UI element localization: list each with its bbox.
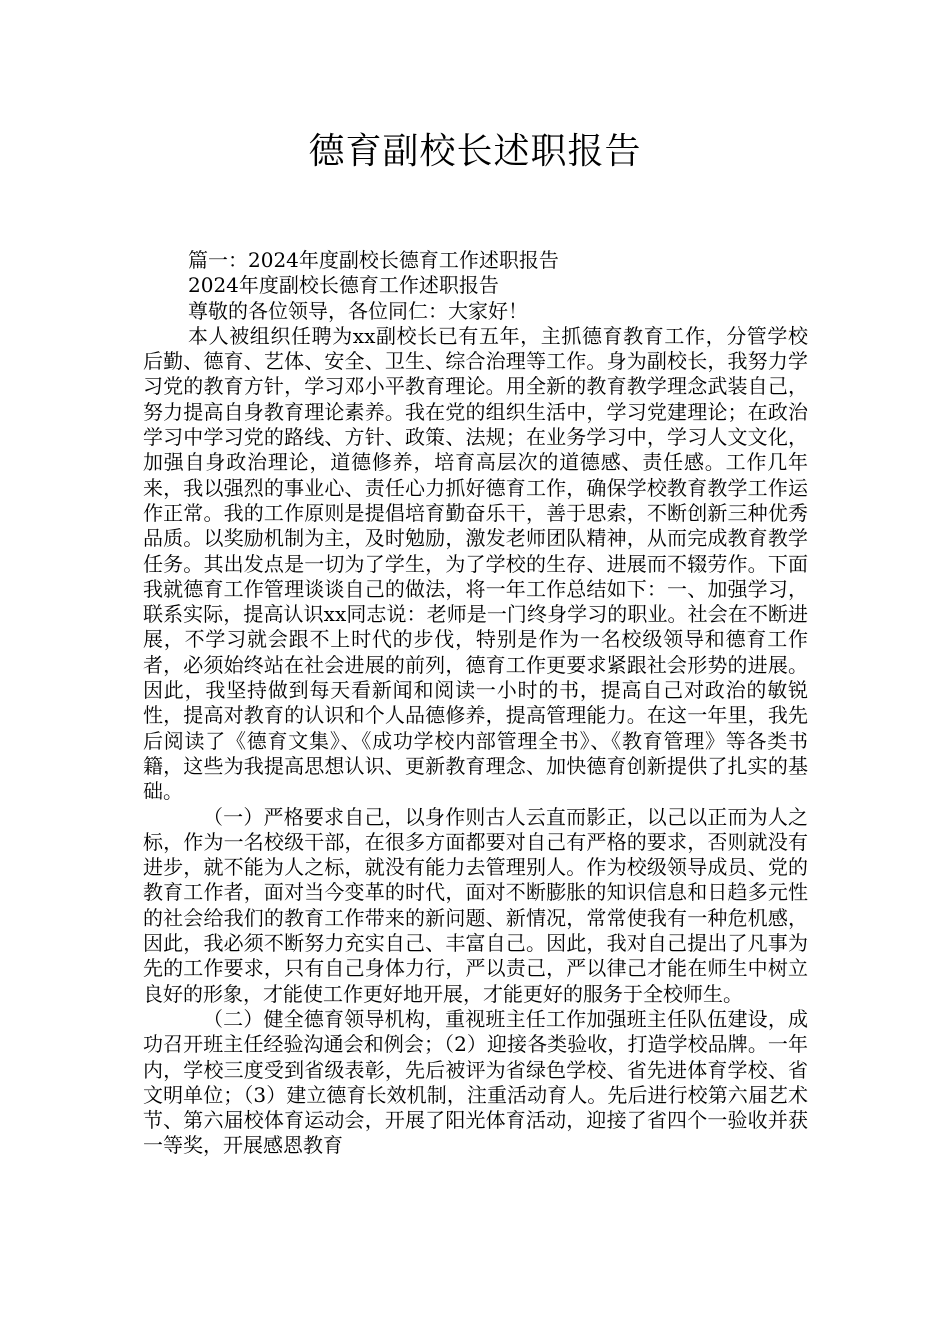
paragraph: （二）健全德育领导机构，重视班主任工作加强班主任队伍建设，成功召开班主任经验沟通会和例会；（2）迎接各类验收，打造学校品牌。一年内，学校三度受到省级表彰，先后被评为省绿色学校、省先进体育学校、省文明单位；（3）建立德育长效机制，注重活动育人。先后进行校第六届艺术节、第六届校体育运动会，开展了阳光体育活动，迎接了省四个一验收并获一等奖，开展感恩教育 [143, 1006, 808, 1158]
paragraph: 2024年度副校长德育工作述职报告 [188, 273, 499, 298]
paragraph: （一）严格要求自己，以身作则古人云直而影正，以己以正而为人之标，作为一名校级干部，在很多方面都要对自己有严格的要求，否则就没有进步，就不能为人之标，就没有能力去管理别人。作为校级领导成员、党的教育工作者，面对当今变革的时代，面对不断膨胀的知识信息和日趋多元性的社会给我们的教育工作带来的新问题、新情况，常常使我有一种危机感，因此，我必须不断努力充实自己、丰富自己。因此，我对自己提出了凡事为先的工作要求，只有自己身体力行，严以责己，严以律己才能在师生中树立良好的形象，才能使工作更好地开展，才能更好的服务于全校师生。 [143, 804, 808, 1006]
document-body [143, 248, 808, 1159]
paragraph: 篇一：2024年度副校长德育工作述职报告 [188, 248, 559, 272]
paragraph: 尊敬的各位领导，各位同仁：大家好！ [188, 298, 528, 323]
paragraph: 本人被组织任聘为xx副校长已有五年，主抓德育教育工作，分管学校后勤、德育、艺体、安全、卫生、综合治理等工作。身为副校长，我努力学习党的教育方针，学习邓小平教育理论。用全新的教育教学理念武装自己，努力提高自身教育理论素养。我在党的组织生活中，学习党建理论；在政治学习中学习党的路线、方针、政策、法规；在业务学习中，学习人文文化，加强自身政治理论，道德修养，培育高层次的道德感、责任感。工作几年来，我以强烈的事业心、责任心力抓好德育工作，确保学校教育教学工作运作正常。我的工作原则是提倡培育勤奋乐干，善于思索，不断创新三种优秀品质。以奖励机制为主，及时勉励，激发老师团队精神，从而完成教育教学任务。其出发点是一切为了学生，为了学校的生存、进展而不辍劳作。下面我就德育工作管理谈谈自己的做法，将一年工作总结如下：一、加强学习，联系实际，提高认识xx同志说：老师是一门终身学习的职业。社会在不断进展，不学习就会跟不上时代的步伐，特别是作为一名校级领导和德育工作者，必须始终站在社会进展的前列，德育工作更要求紧跟社会形势的进展。因此，我坚持做到每天看新闻和阅读一小时的书，提高自己对政治的敏锐性，提高对教育的认识和个人品德修养，提高管理能力。在这一年里，我先后阅读了《德育文集》、《成功学校内部管理全书》、《教育管理》等各类书籍，这些为我提高思想认识、更新教育理念、加快德育创新提供了扎实的基础。 [143, 323, 808, 804]
document-title: 德育副校长述职报告 [308, 131, 642, 172]
